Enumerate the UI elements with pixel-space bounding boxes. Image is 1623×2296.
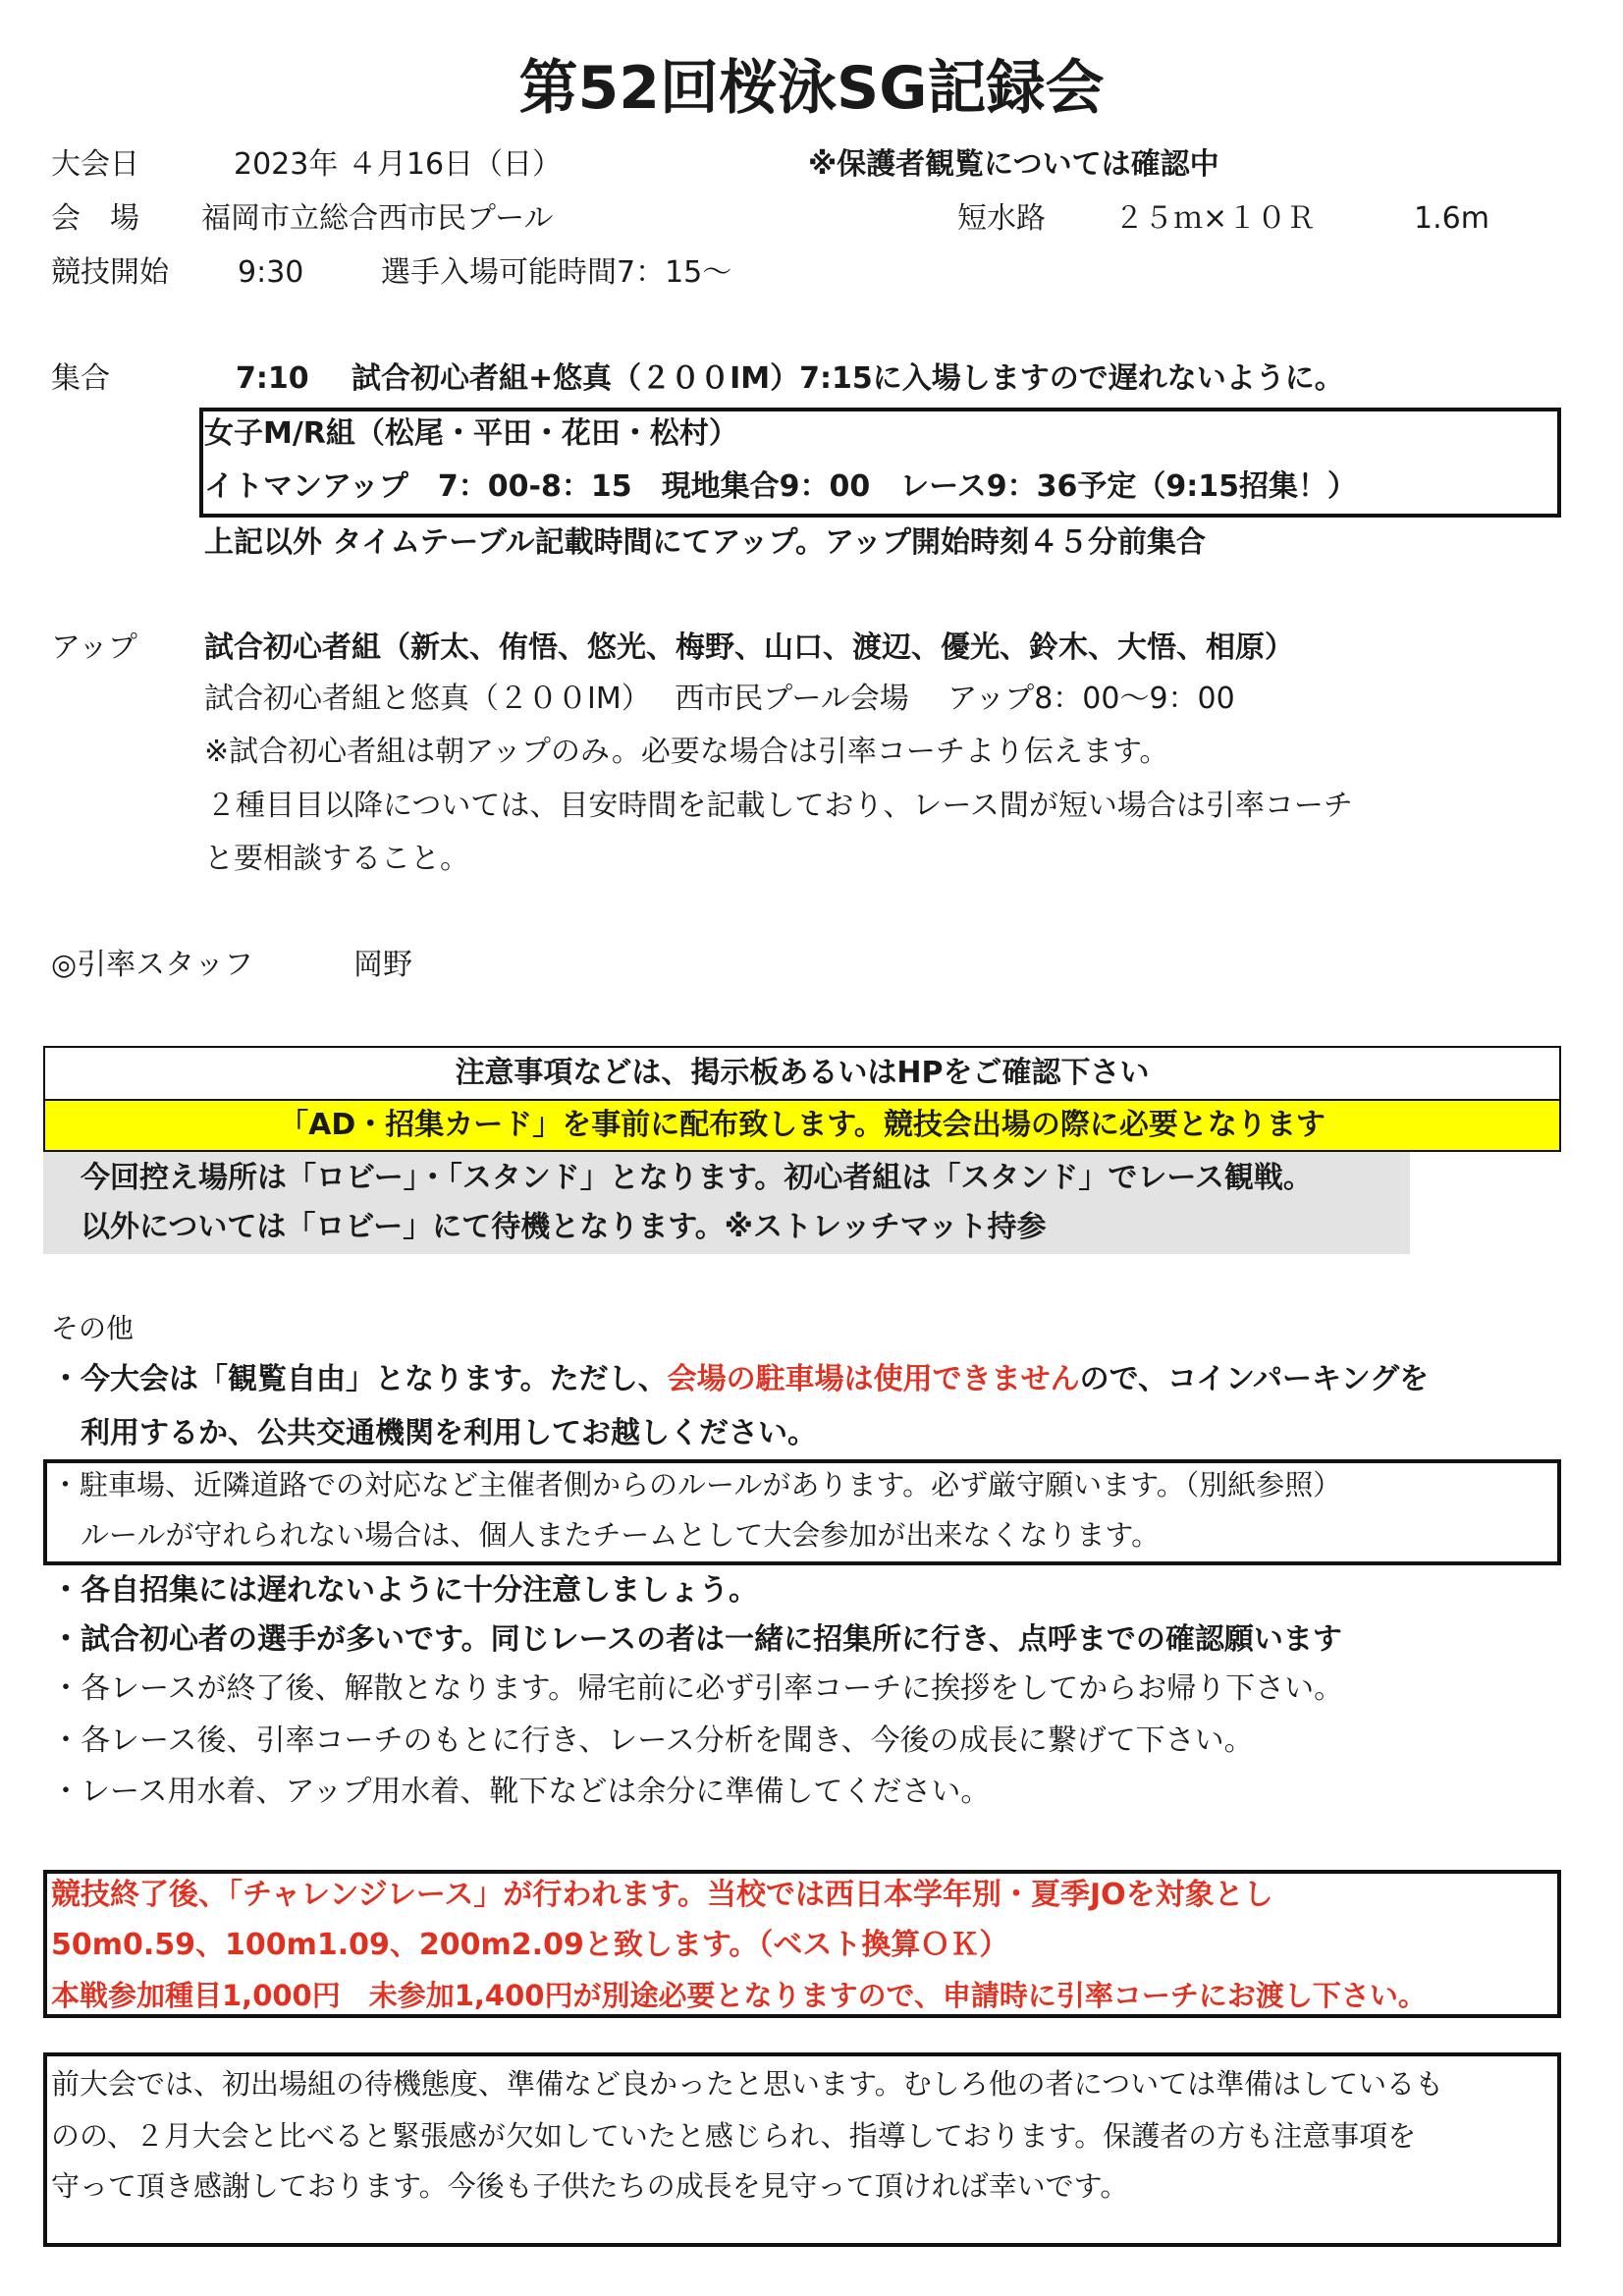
venue-value: 福岡市立総合西市民プール <box>201 201 554 236</box>
other-item2: ・各自招集には遅れないように十分注意しましょう。 <box>51 1573 758 1608</box>
other-item1 <box>51 1360 1429 1399</box>
start-label: 競技開始 <box>51 255 169 290</box>
notice-gray-line2: 以外については「ロビー」にて待機となります。※ストレッチマット持参 <box>81 1210 1047 1244</box>
pool-depth: 1.6m <box>1414 201 1489 236</box>
gather-label: 集合 <box>51 361 110 396</box>
date-value: 2023年 ４月16日（日） <box>234 147 563 182</box>
warmup-line4: ２種目目以降については、目安時間を記載しており、レース間が短い場合は引率コーチ <box>206 789 1353 823</box>
start-time: 9:30 <box>238 255 304 290</box>
warmup-label: アップ <box>51 630 137 665</box>
warmup-line2: 試合初心者組と悠真（２００IM） 西市民プール会場 アップ8：00～9：00 <box>204 682 1235 716</box>
other-item3: ・試合初心者の選手が多いです。同じレースの者は一緒に招集所に行き、点呼までの確認願います <box>51 1622 1342 1657</box>
parking-rule-line1: ・駐車場、近隣道路での対応など主催者側からのルールがあります。必ず厳守願います。（別紙参照） <box>51 1468 1342 1502</box>
other-label: その他 <box>51 1312 135 1344</box>
other-item5: ・各レース後、引率コーチのもとに行き、レース分析を聞き、今後の成長に繋げて下さい。 <box>51 1723 1254 1758</box>
gather-box-line1: 女子M/R組（松尾・平田・花田・松村） <box>204 416 738 451</box>
notice-yellow: 「AD・招集カード」を事前に配布致します。競技会出場の際に必要となります <box>279 1108 1325 1142</box>
pool-type: 短水路 <box>957 201 1046 236</box>
challenge-line2: 50m0.59、100m1.09、200m2.09と致します。（ベスト換算ＯＫ） <box>51 1928 1009 1962</box>
guardian-note: ※保護者観覧については確認中 <box>808 147 1219 182</box>
gather-box-line2: イトマンアップ 7：00-8：15 現地集合9：00 レース9：36予定（9:15招集！） <box>204 469 1357 504</box>
other-item1-b: ので、コインパーキングを <box>1079 1362 1430 1396</box>
other-item1-a: ・今大会は「観覧自由」となります。ただし、 <box>51 1362 668 1396</box>
entry-time: 選手入場可能時間7：15～ <box>381 255 732 290</box>
notice-header-box <box>43 1046 1561 1101</box>
other-item1-red: 会場の駐車場は使用できません <box>667 1362 1080 1396</box>
notice-yellow-box <box>43 1099 1561 1152</box>
challenge-line1: 競技終了後、「チャレンジレース」が行われます。当校では西日本学年別・夏季JOを対象とし <box>51 1878 1273 1912</box>
gather-after: 上記以外 タイムテーブル記載時間にてアップ。アップ開始時刻４５分前集合 <box>204 525 1206 560</box>
gather-line1: 試合初心者組+悠真（２００IM）7:15に入場しますので遅れないように。 <box>352 361 1344 396</box>
other-item1-cont: 利用するか、公共交通機関を利用してお越しください。 <box>81 1416 817 1450</box>
page-title: 第52回桜泳SG記録会 <box>518 54 1105 123</box>
pool-lanes: ２５ｍ×１０Ｒ <box>1114 201 1317 236</box>
closing-line2: のの、２月大会と比べると緊張感が欠如していたと感じられ、指導しております。保護者の方も注意事項を <box>51 2119 1417 2153</box>
closing-line1: 前大会では、初出場組の待機態度、準備など良かったと思います。むしろ他の者については準備はしているも <box>51 2067 1444 2101</box>
closing-line3: 守って頂き感謝しております。今後も子供たちの成長を見守って頂ければ幸いです。 <box>51 2169 1129 2203</box>
gather-time: 7:10 <box>236 361 309 396</box>
parking-rule-line2: ルールが守れられない場合は、個人またチームとして大会参加が出来なくなります。 <box>81 1518 1161 1552</box>
notice-gray-line1: 今回控え場所は「ロビー」・「スタンド」となります。初心者組は「スタンド」でレース観戦。 <box>81 1161 1313 1195</box>
warmup-line3: ※試合初心者組は朝アップのみ。必要な場合は引率コーチより伝えます。 <box>204 735 1169 769</box>
warmup-line5: と要相談すること。 <box>204 842 469 876</box>
notice-header: 注意事項などは、掲示板あるいはHPをご確認下さい <box>455 1056 1150 1090</box>
other-item6: ・レース用水着、アップ用水着、靴下などは余分に準備してください。 <box>51 1775 991 1809</box>
warmup-line1: 試合初心者組（新太、侑悟、悠光、梅野、山口、渡辺、優光、鈴木、大悟、相原） <box>204 630 1294 665</box>
other-item4: ・各レースが終了後、解散となります。帰宅前に必ず引率コーチに挨拶をしてからお帰り下さい。 <box>51 1671 1344 1706</box>
challenge-line3: 本戦参加種目1,000円 未参加1,400円が別途必要となりますので、申請時に引率コーチにお渡し下さい。 <box>51 1979 1427 2012</box>
staff-label: ◎引率スタッフ <box>51 948 254 982</box>
venue-label: 会 場 <box>51 201 139 236</box>
staff-name: 岡野 <box>353 948 412 982</box>
date-label: 大会日 <box>51 147 139 182</box>
